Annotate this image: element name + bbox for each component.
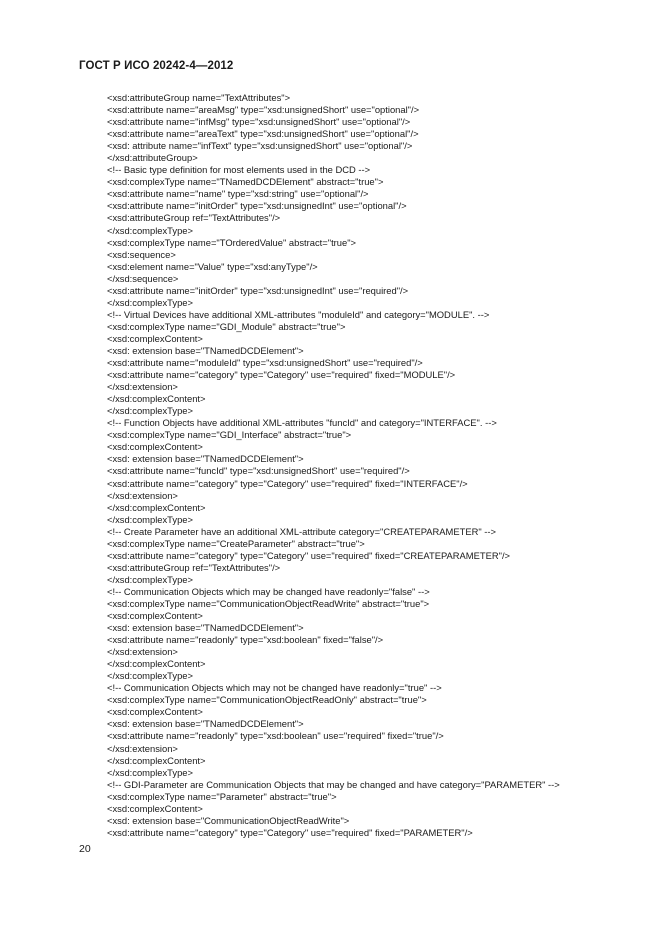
code-line: <xsd:attribute name="initOrder" type="xsd:unsignedInt" use="required"/>: [107, 284, 409, 296]
code-line: <xsd:complexContent>: [107, 706, 203, 718]
xsd-code-listing: [107, 92, 627, 839]
code-line: <xsd:attributeGroup ref="TextAttributes"/>: [107, 561, 281, 573]
code-line: <xsd:complexContent>: [107, 332, 203, 344]
code-line: </xsd:extension>: [107, 742, 178, 754]
code-line: <xsd:element name="Value" type="xsd:anyType"/>: [107, 260, 318, 272]
code-line: <xsd:attribute name="category" type="Category" use="required" fixed="INTERFACE"/>: [107, 477, 468, 489]
code-line: <xsd:complexType name="CreateParameter" abstract="true">: [107, 537, 365, 549]
code-line: <xsd:attribute name="name" type="xsd:string" use="optional"/>: [107, 188, 369, 200]
code-line: <xsd:complexContent>: [107, 441, 203, 453]
code-line: <xsd:attribute name="initOrder" type="xsd:unsignedInt" use="optional"/>: [107, 200, 407, 212]
code-line: <xsd: extension base="TNamedDCDElement">: [107, 622, 304, 634]
code-line: <!-- GDI-Parameter are Communication Objects that may be changed and have category="PARAMETER" -->: [107, 778, 560, 790]
code-line: <xsd: extension base="CommunicationObjectReadWrite">: [107, 814, 350, 826]
code-line: </xsd:complexContent>: [107, 393, 206, 405]
code-line: <xsd:complexType name="TNamedDCDElement" abstract="true">: [107, 176, 384, 188]
code-line: <xsd:attributeGroup name="TextAttributes">: [107, 92, 291, 103]
code-line: <xsd:attribute name="category" type="Category" use="required" fixed="MODULE"/>: [107, 369, 456, 381]
code-line: <!-- Communication Objects which may not be changed have readonly="true" -->: [107, 682, 442, 694]
code-line: </xsd:extension>: [107, 381, 178, 393]
code-line: </xsd:complexType>: [107, 573, 193, 585]
code-line: </xsd:attributeGroup>: [107, 152, 198, 164]
code-line: <xsd:attributeGroup ref="TextAttributes"/>: [107, 212, 281, 224]
code-line: <!-- Virtual Devices have additional XML-attributes "moduleId" and category="MODULE". -->: [107, 308, 490, 320]
code-line: </xsd:extension>: [107, 489, 178, 501]
code-line: <xsd:complexType name="GDI_Module" abstract="true">: [107, 320, 346, 332]
code-line: <!-- Create Parameter have an additional XML-attribute category="CREATEPARAMETER" -->: [107, 525, 497, 537]
code-line: <!-- Communication Objects which may be changed have readonly="false" -->: [107, 585, 430, 597]
code-line: </xsd:complexContent>: [107, 658, 206, 670]
code-line: </xsd:complexType>: [107, 224, 193, 236]
code-line: <xsd:complexType name="TOrderedValue" abstract="true">: [107, 236, 357, 248]
code-line: <xsd: extension base="TNamedDCDElement">: [107, 453, 304, 465]
code-line: <xsd:attribute name="category" type="Category" use="required" fixed="CREATEPARAMETER"/>: [107, 549, 511, 561]
code-line: <xsd: extension base="TNamedDCDElement">: [107, 718, 304, 730]
code-line: <!-- Function Objects have additional XML-attributes "funcId" and category="INTERFACE". -->: [107, 417, 497, 429]
code-line: <xsd:attribute name="readonly" type="xsd:boolean" use="required" fixed="true"/>: [107, 730, 444, 742]
code-line: <xsd: extension base="TNamedDCDElement">: [107, 344, 304, 356]
code-line: <xsd:complexType name="CommunicationObjectReadOnly" abstract="true">: [107, 694, 427, 706]
code-line: <xsd:complexType name="CommunicationObjectReadWrite" abstract="true">: [107, 597, 430, 609]
code-line: </xsd:extension>: [107, 646, 178, 658]
code-line: <xsd:attribute name="areaMsg" type="xsd:unsignedShort" use="optional"/>: [107, 104, 420, 116]
code-line: <xsd:complexContent>: [107, 610, 203, 622]
code-line: <xsd:attribute name="areaText" type="xsd:unsignedShort" use="optional"/>: [107, 128, 419, 140]
code-line: <xsd:attribute name="category" type="Category" use="required" fixed="PARAMETER"/>: [107, 826, 473, 838]
document-header: ГОСТ Р ИСО 20242-4—2012: [79, 60, 234, 72]
code-line: <xsd:attribute name="funcId" type="xsd:unsignedShort" use="required"/>: [107, 465, 410, 477]
code-line: <xsd: attribute name="infText" type="xsd:unsignedShort" use="optional"/>: [107, 140, 413, 152]
code-line: <xsd:complexContent>: [107, 802, 203, 814]
code-line: <xsd:attribute name="readonly" type="xsd:boolean" fixed="false"/>: [107, 634, 384, 646]
code-line: </xsd:complexType>: [107, 296, 193, 308]
code-line: <xsd:complexType name="Parameter" abstract="true">: [107, 790, 337, 802]
code-line: </xsd:complexContent>: [107, 754, 206, 766]
page-number: 20: [79, 843, 91, 855]
code-line: <xsd:sequence>: [107, 248, 176, 260]
code-line: </xsd:complexContent>: [107, 501, 206, 513]
code-line: </xsd:complexType>: [107, 670, 193, 682]
code-line: <!-- Basic type definition for most elements used in the DCD -->: [107, 164, 371, 176]
code-line: <xsd:attribute name="infMsg" type="xsd:unsignedShort" use="optional"/>: [107, 116, 411, 128]
code-line: <xsd:attribute name="moduleId" type="xsd:unsignedShort" use="required"/>: [107, 357, 423, 369]
code-line: </xsd:complexType>: [107, 405, 193, 417]
code-line: </xsd:complexType>: [107, 766, 193, 778]
code-line: </xsd:complexType>: [107, 513, 193, 525]
code-line: <xsd:complexType name="GDI_Interface" abstract="true">: [107, 429, 352, 441]
code-line: </xsd:sequence>: [107, 272, 179, 284]
